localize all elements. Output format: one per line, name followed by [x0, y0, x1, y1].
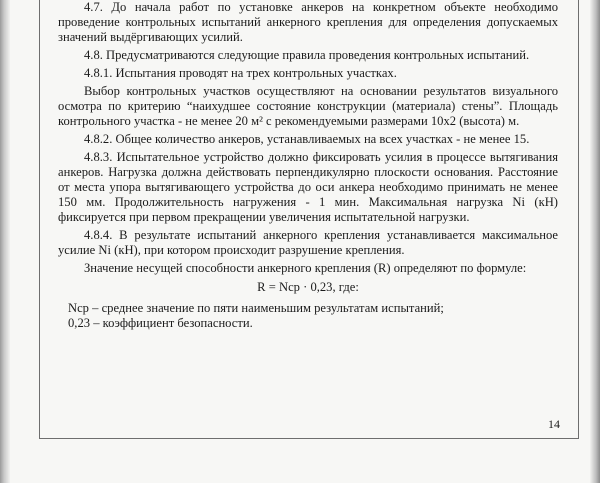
paragraph-4-8: 4.8. Предусматриваются следующие правила проведения контрольных испытаний.	[84, 48, 530, 62]
page-number: 14	[548, 417, 560, 431]
paragraph-4-7: 4.7. До начала работ по установке анкеров на конкретном объекте необходимо проведение контрольных испытаний анкерного крепления для определения допускаемых значений выдёргивающих усилий.	[58, 0, 558, 44]
page-left-edge	[0, 0, 10, 483]
definition-ncp: Nср – среднее значение по пяти наименьшим результатам испытаний;	[68, 301, 444, 315]
definition-safety-factor: 0,23 – коэффициент безопасности.	[68, 316, 253, 330]
paragraph-site-selection: Выбор контрольных участков осуществляют на основании результатов визуального осмотра по критерию “наихудшее состояние конструкции (материала) стены”. Площадь контрольного участка - не менее 20 м² с рекомендуемыми размерами 10х2 (высота) м.	[58, 84, 558, 128]
formula: R = Nср · 0,23, где:	[257, 280, 359, 294]
paragraph-4-8-1: 4.8.1. Испытания проводят на трех контрольных участках.	[84, 66, 397, 80]
document-body	[58, 0, 558, 331]
paragraph-4-8-2: 4.8.2. Общее количество анкеров, устанавливаемых на всех участках - не менее 15.	[84, 132, 530, 146]
paragraph-bearing-capacity: Значение несущей способности анкерного крепления (R) определяют по формуле:	[84, 261, 527, 275]
paragraph-4-8-4: 4.8.4. В результате испытаний анкерного крепления устанавливается максимальное усилие Ni (кН), при котором происходит разрушение крепления.	[58, 228, 558, 257]
paragraph-4-8-3: 4.8.3. Испытательное устройство должно фиксировать усилия в процессе вытягивания анкеров. Нагрузка должна действовать перпендикулярно плоскости основания. Расстояние от места упора вытягивающего устройства до оси анкера необходимо принимать не менее 150 мм. Продолжительность нагружения - 1 мин. Максимальная нагрузка Ni (кН) фиксируется при первом прекращении увеличения испытательной нагрузки.	[58, 150, 558, 224]
page-right-edge	[590, 0, 600, 483]
